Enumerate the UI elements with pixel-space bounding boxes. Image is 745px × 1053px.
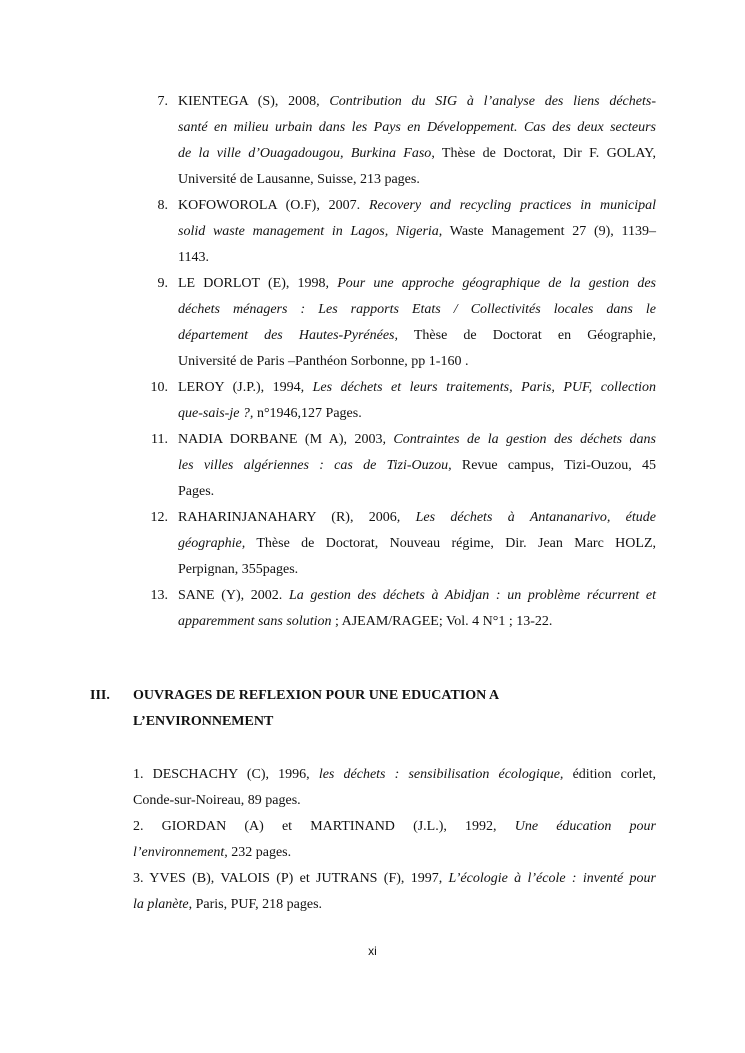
ref-number: 8. [157,198,168,213]
text-line [178,531,656,557]
text-line [178,479,656,505]
citation-text: , Thèse de Doctorat, Dir F. GOLAY, [431,146,656,161]
text-line [178,583,656,609]
citation-text: LEROY (J.P.), 1994 [178,380,301,395]
italic-title-text: déchets ménagers : Les rapports Etats / Collectivités locales dans le [178,302,656,317]
text-line [133,892,656,918]
italic-title-text: , Les déchets et leurs traitements, Paris, PUF, collection [300,380,656,395]
citation-text: Université de Lausanne, Suisse, 213 pages. [178,172,420,187]
text-line [133,788,656,814]
citation-text: Thèse de Doctorat, Nouveau régime, Dir. Jean Marc HOLZ, [245,536,656,551]
text-line [178,115,656,141]
reference-item [178,193,656,271]
citation-text: 1143. [178,250,209,265]
ref-number: 7. [157,94,168,109]
italic-title-text: de la ville d’Ouagadougou, Burkina Faso [178,146,432,161]
citation-text: 3. YVES (B), VALOIS (P) et JUTRANS (F), 1997, [133,871,449,886]
italic-title-text: Une éducation pour [514,819,657,834]
text-line [178,89,656,115]
section-item [133,762,656,814]
section-numeral: III. [90,688,110,703]
italic-title-text: La gestion des déchets à Abidjan : un problème récurrent et [288,588,656,603]
citation-text: Perpignan, 355pages. [178,562,299,577]
text-line [178,609,656,635]
text-line [178,323,656,349]
italic-title-text: , Contribution du SIG à l’analyse des liens déchets- [316,94,656,109]
citation-text: n°1946,127 Pages. [253,406,362,421]
citation-text: 1. DESCHACHY (C), 1996, [133,767,319,782]
italic-title-text: Recovery and recycling practices in municipal [369,198,656,213]
text-line [178,219,656,245]
reference-item [178,505,656,583]
section-title-line-2: L’ENVIRONNEMENT [133,714,274,729]
page-number: xi [368,944,377,958]
italic-title-text: , Pour une approche géographique de la gestion des [325,276,657,291]
italic-title-text: les villes algériennes : cas de Tizi-Ouzou, [178,458,452,473]
text-line [178,375,656,401]
section-item [133,866,656,918]
ref-number: 13. [150,588,168,603]
text-line [178,453,656,479]
citation-text: , Waste Management 27 (9), 1139– [438,224,656,239]
citation-text: LE DORLOT (E), 1998 [178,276,326,291]
text-line [133,840,656,866]
citation-text: Université de Paris –Panthéon Sorbonne, pp 1-160 . [178,354,469,369]
citation-text: KOFOWOROLA (O.F), 2007. [178,198,369,213]
citation-text: Revue campus, Tizi-Ouzou, 45 [451,458,656,473]
text-line [178,141,656,167]
text-line [178,427,656,453]
text-line [178,557,656,583]
reference-item [178,583,656,635]
citation-text: KIENTEGA (S), 2008 [178,94,317,109]
reference-item [178,89,656,193]
text-line [133,814,656,840]
ref-number: 11. [151,432,168,447]
text-line [178,349,656,375]
reference-item [178,375,656,427]
italic-title-text: solid waste management in Lagos, Nigeria [178,224,439,239]
text-line [178,167,656,193]
italic-title-text: les déchets : sensibilisation écologique, [318,767,564,782]
ref-number: 10. [150,380,168,395]
italic-title-text: apparemment sans solution [178,614,332,629]
italic-title-text: l’environnement [133,845,225,860]
italic-title-text: département des Hautes-Pyrénées, [178,328,399,343]
citation-text: ; AJEAM/RAGEE; Vol. 4 N°1 ; 13-22. [331,614,553,629]
citation-text: , 232 pages. [224,845,292,860]
text-line [178,271,656,297]
citation-text: Conde-sur-Noireau, 89 pages. [133,793,301,808]
citation-text: , Paris, PUF, 218 pages. [188,897,323,912]
text-line [178,505,656,531]
italic-title-text: L’écologie à l’école : inventé pour [448,871,656,886]
ref-number: 9. [157,276,168,291]
italic-title-text: , Les déchets à Antananarivo, étude [396,510,656,525]
citation-text: SANE (Y), 2002. [178,588,289,603]
citation-text: NADIA DORBANE (M A), 2003 [178,432,383,447]
italic-title-text: la planète [133,897,189,912]
italic-title-text: que-sais-je ?, [178,406,254,421]
italic-title-text: géographie, [178,536,246,551]
italic-title-text: , Contraintes de la gestion des déchets dans [382,432,656,447]
citation-text: Pages. [178,484,215,499]
section-title-line-1: OUVRAGES DE REFLEXION POUR UNE EDUCATION A [133,688,500,703]
text-line [133,866,656,892]
citation-text: Thèse de Doctorat en Géographie, [398,328,656,343]
reference-item [178,427,656,505]
citation-text: édition corlet, [563,767,656,782]
citation-text: RAHARINJANAHARY (R), 2006 [178,510,397,525]
citation-text: 2. GIORDAN (A) et MARTINAND (J.L.), 1992, [133,819,515,834]
italic-title-text: santé en milieu urbain dans les Pays en Développement. Cas des deux secteurs [178,120,656,135]
text-line [133,762,656,788]
text-line [178,193,656,219]
text-line [178,297,656,323]
ref-number: 12. [150,510,168,525]
text-line [178,401,656,427]
text-line [178,245,656,271]
reference-item [178,271,656,375]
section-item [133,814,656,866]
